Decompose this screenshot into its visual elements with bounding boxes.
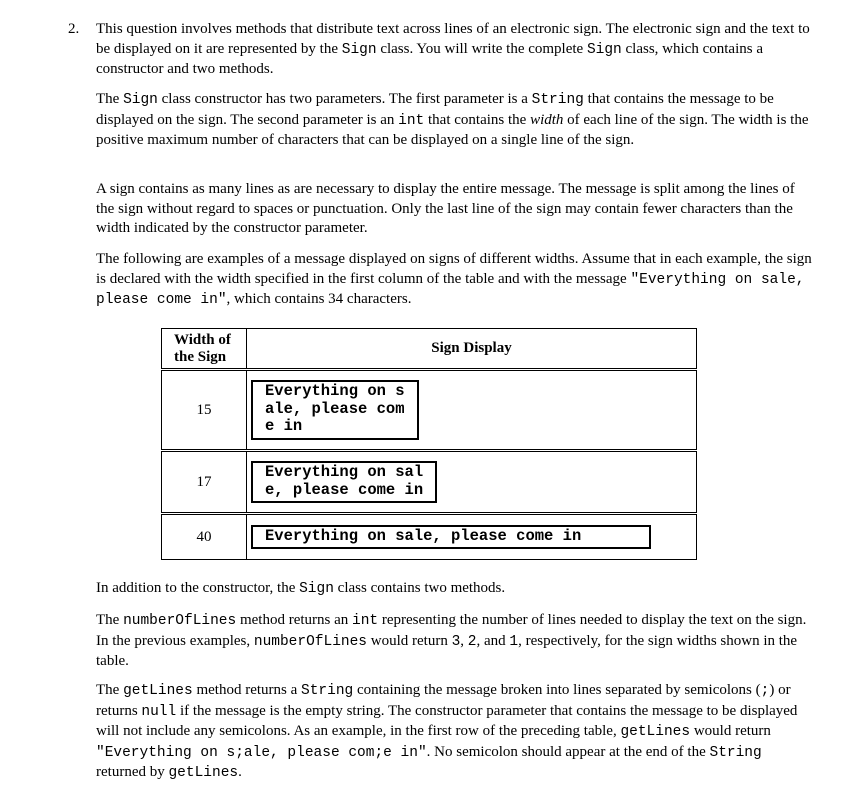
constructor-paragraph: The Sign class constructor has two parameters. The first parameter is a String that contains the message to be displayed on the sign. The second parameter is an int that contains the width of each line of the sign. The width is the positive maximum number of characters that can be displayed on a single line of the sign. [96, 91, 809, 149]
header-sign-display: Sign Display [247, 329, 697, 370]
table-row [162, 370, 697, 451]
table-row [162, 514, 697, 560]
question-number: 2. [68, 21, 80, 37]
methods-intro-paragraph: In addition to the constructor, the Sign class contains two methods. [96, 580, 506, 597]
width-cell: 15 [162, 370, 247, 451]
sign-display-box: Everything on sale, please come in [251, 525, 651, 550]
table-row [162, 451, 697, 514]
header-width-of-sign: Width of the Sign [162, 329, 247, 370]
display-cell [247, 370, 697, 451]
get-lines-paragraph: The getLines method returns a String containing the message broken into lines separated by semicolons (;) or returns null if the message is the empty string. The constructor parameter that contains the message to be displayed will not include any semicolons. As an example, in the first row of the preceding table, getLines would return "Everything on s;ale, please com;e in". No semicolon should appear at the end of the String returned by getLines. [96, 682, 798, 782]
examples-paragraph: The following are examples of a message displayed on signs of different widths. Assume that in each example, the sign is declared with the width specified in the first column of the table and with the message "Everything on sale, please come in", which contains 34 characters. [96, 251, 812, 309]
lines-paragraph: A sign contains as many lines as are necessary to display the entire message. The message is split among the lines of the sign without regard to spaces or punctuation. Only the last line of the sign may contain fewer characters than the width indicated by the constructor parameter. [96, 181, 795, 237]
table-header-row [162, 329, 697, 370]
intro-paragraph: This question involves methods that distribute text across lines of an electronic sign. The electronic sign and the text to be displayed on it are represented by the Sign class. You will write the complete Sign class, which contains a constructor and two methods. [96, 21, 810, 78]
width-cell: 17 [162, 451, 247, 514]
sign-display-box: Everything on s ale, please com e in [251, 380, 419, 440]
display-cell [247, 451, 697, 514]
number-of-lines-paragraph: The numberOfLines method returns an int representing the number of lines needed to display the text on the sign. In the previous examples, numberOfLines would return 3, 2, and 1, respectively, for the sign widths shown in the table. [96, 612, 807, 670]
sign-examples-table [161, 328, 697, 560]
width-cell: 40 [162, 514, 247, 560]
sign-display-box: Everything on sal e, please come in [251, 461, 437, 503]
display-cell [247, 514, 697, 560]
